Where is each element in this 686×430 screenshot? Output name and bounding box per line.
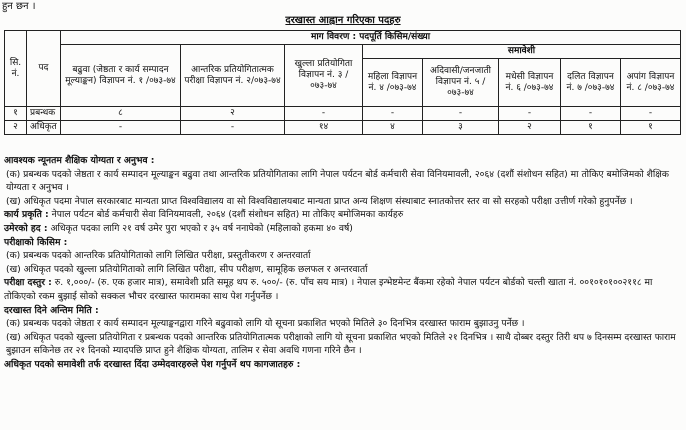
col-promotion-header: बढुवा (जेष्ठता र कार्य सम्पादन मूल्याङ्कन) विज्ञापन नं. १ /०७३-७४: [61, 45, 181, 107]
cell-sn: २: [5, 121, 27, 135]
item-text: प्रबन्धक पदको जेष्ठता र कार्य सम्पादन मूल्याङ्कन बढुवा तथा आन्तरिक प्रतियोगिताका लागि नेपाल पर्यटन बोर्ड कर्मचारी सेवा विनियमावली, २०६४ (दशौं संशोधन सहित) मा तोकिए बमोजिमको शैक्षिक योग्यता र अनुभव ।: [6, 168, 669, 194]
item-label: (क): [6, 168, 21, 180]
exam-fee: [4, 276, 678, 303]
work-nature: [4, 208, 678, 222]
col-adibasi-header: अदिवासी/जनजाती विज्ञापन नं. ५ /०७३-७४: [423, 59, 499, 107]
age-limit: [4, 222, 678, 236]
cell-adibasi: -: [423, 107, 499, 121]
col-madhesi-header: मधेसी विज्ञापन नं. ६ /०७३-७४: [499, 59, 561, 107]
cell-internal: -: [181, 121, 285, 135]
deadline-item-kha: [4, 331, 678, 358]
item-text: अधिकृत पदको खुल्ला प्रतियोगिता र प्रबन्धक पदको आन्तरिक प्रतियोगितात्मक परीक्षाको लागि यो सूचना प्रकाशित भएको मितिले २१ दिनभित्र । साथै दोब्बर दस्तुर तिरी थप ७ दिनसम्म दरखास्त फाराम बुझाउन सकिनेछ तर २१ दिनको म्यादपछि प्राप्त हुने शैक्षिक योग्यता, तालिम र सेवा अवधि गणना गरिने छैन ।: [6, 331, 676, 357]
cell-post: अधिकृत: [27, 121, 61, 135]
item-text: अधिकृत पदमा नेपाल सरकारबाट मान्यता प्राप्त विश्वविद्यालय वा सो विश्वविद्यालयबाट मान्यता प्राप्त अन्य शिक्षण संस्थाबाट स्नातकोत्तर स्तर वा सो सरहको परीक्षा उत्तीर्ण गरेको हुनुपर्नेछ ।: [23, 195, 633, 207]
qualification-item-ka: [4, 168, 678, 195]
col-internal-header: आन्तरिक प्रतियोगितात्मक परीक्षा विज्ञापन नं. २/०७३-७४: [181, 45, 285, 107]
cell-internal: २: [181, 107, 285, 121]
cell-post: प्रबन्धक: [27, 107, 61, 121]
cell-open: -: [285, 107, 363, 121]
deadline-heading: दरखास्त दिने अन्तिम मिति :: [4, 304, 99, 316]
item-text: प्रबन्धक पदको जेष्ठता र कार्य सम्पादन मूल्याङ्कनद्वारा गरिने बढुवाको लागि यो सूचना प्रकाशित भएको मितिले ३० दिनभित्र दरखास्त फाराम बुझाउनु पर्नेछ ।: [23, 318, 525, 330]
table-row: [5, 121, 681, 135]
deadline-item-ka: [4, 317, 678, 331]
cell-sn: १: [5, 107, 27, 121]
col-disabled-header: अपांग विज्ञापन नं. ८ /०७३-७४: [621, 59, 681, 107]
work-nature-label: कार्य प्रकृति :: [4, 209, 49, 221]
cell-dalit: १: [561, 121, 621, 135]
col-women-header: महिला विज्ञापन नं. ४ /०७३-७४: [363, 59, 423, 107]
item-label: (ख): [6, 263, 21, 275]
cell-disabled: १: [621, 121, 681, 135]
item-label: (क): [6, 250, 21, 262]
documents-heading: अधिकृत पदको समावेशी तर्फ दरखास्त दिंदा उम्मेदवारहरुले पेश गर्नुपर्ने थप कागजातहरु :: [4, 358, 301, 370]
item-label: (ख): [6, 331, 21, 343]
qualification-heading: आवश्यक न्यूनतम शैक्षिक योग्यता र अनुभव :: [4, 155, 155, 166]
item-text: अधिकृत पदको खुल्ला प्रतियोगिताको लागि लिखित परीक्षा, सीप परीक्षण, सामूहिक छलफल र अन्तरवार्ता: [23, 263, 368, 275]
qualification-item-kha: [4, 195, 678, 209]
col-open-header: खुल्ला प्रतियोगिता विज्ञापन नं. ३ /०७३-७४: [285, 45, 363, 107]
demand-header: माग विवरण : पदपूर्ति किसिम/संख्या: [61, 31, 681, 45]
col-dalit-header: दलित विज्ञापन नं. ७ /०७३-७४: [561, 59, 621, 107]
item-text: प्रबन्धक पदको आन्तरिक प्रतियोगिताको लागि लिखित परीक्षा, प्रस्तुतीकरण र अन्तरवार्ता: [23, 250, 311, 262]
samaveshi-header: समावेशी: [363, 45, 681, 59]
cell-dalit: -: [561, 107, 621, 121]
age-limit-label: उमेरको हद :: [4, 222, 48, 234]
work-nature-text: नेपाल पर्यटन बोर्ड कर्मचारी सेवा विनियमावली, २०६४ (दशौं संशोधन सहित) मा तोकिए बमोजिमका कार्यहरु: [51, 209, 404, 221]
exam-item-ka: [4, 249, 678, 263]
item-label: (ख): [6, 195, 21, 207]
age-limit-text: अधिकृत पदका लागि २१ वर्ष उमेर पुरा भएको र ३५ वर्ष ननाघेको (महिलाको हकमा ४० वर्ष): [50, 222, 353, 234]
col-post-header: पद: [27, 31, 61, 107]
cell-open: १४: [285, 121, 363, 135]
cell-adibasi: ३: [423, 121, 499, 135]
table-title: दरखास्त आह्वान गरिएका पदहरु: [285, 15, 401, 26]
exam-heading: परीक्षाको किसिम :: [4, 236, 68, 248]
cell-women: ४: [363, 121, 423, 135]
table-row: [5, 107, 681, 121]
cell-madhesi: २: [499, 121, 561, 135]
exam-fee-label: परीक्षा दस्तुर :: [4, 277, 52, 289]
cell-promotion: ८: [61, 107, 181, 121]
intro-text: हुन छन ।: [2, 1, 36, 12]
item-label: (क): [6, 318, 21, 330]
posts-table: [4, 30, 681, 135]
exam-item-kha: [4, 263, 678, 277]
cell-madhesi: -: [499, 107, 561, 121]
notice-body: [4, 154, 678, 372]
cell-women: -: [363, 107, 423, 121]
exam-fee-text: रु. १,०००/- (रु. एक हजार मात्र), समावेशी प्रति समूह थप रु. ५००/- (रु. पाँच सय मात्र) । नेपाल इन्भेष्टमेन्ट बैंकमा रहेको नेपाल पर्यटन बोर्डको चल्ती खाता नं. ००१०१०१००२११८ मा तोकिएको रकम बुझाई सोको सक्कल भौचर दरखास्त फारामका साथ पेश गर्नुपर्नेछ ।: [4, 277, 653, 302]
cell-promotion: -: [61, 121, 181, 135]
col-sn-header: सि. नं.: [5, 31, 27, 107]
cell-disabled: -: [621, 107, 681, 121]
